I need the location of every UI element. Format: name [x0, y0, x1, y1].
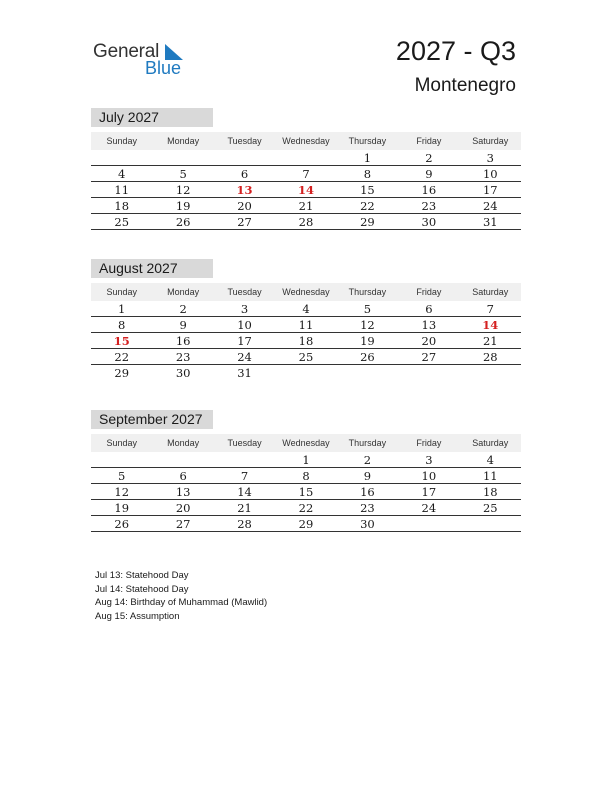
day-cell: 3 [240, 302, 249, 316]
weekday-label: Monday [167, 287, 200, 297]
day-cell: 5 [363, 302, 372, 316]
empty-day-cell [152, 452, 213, 469]
day-cell: 28 [482, 350, 498, 364]
week-row [91, 452, 521, 468]
empty-day-cell [91, 150, 152, 167]
day-cell: 29 [360, 215, 375, 229]
day-cell: 27 [237, 215, 252, 229]
holiday-note: Jul 14: Statehood Day [95, 583, 189, 595]
month-title: July 2027 [91, 108, 213, 127]
day-cell: 15 [113, 334, 130, 348]
day-cell: 22 [114, 350, 130, 364]
day-cell: 13 [236, 183, 253, 197]
week-row [91, 349, 521, 365]
day-cell: 10 [237, 318, 252, 332]
day-cell: 11 [298, 318, 314, 332]
day-cell: 20 [237, 199, 252, 213]
empty-day-cell [275, 365, 336, 382]
weekday-label: Wednesday [282, 287, 330, 297]
weekday-header [91, 283, 521, 301]
day-cell: 14 [237, 485, 252, 499]
day-cell: 23 [360, 501, 375, 515]
day-cell: 6 [240, 167, 249, 181]
weekday-label: Tuesday [227, 136, 262, 146]
weekday-label: Friday [416, 438, 442, 448]
day-cell: 30 [360, 517, 375, 531]
day-cell: 18 [114, 199, 130, 213]
day-cell: 12 [175, 183, 191, 197]
week-row [91, 214, 521, 230]
day-cell: 17 [237, 334, 252, 348]
holiday-note: Aug 14: Birthday of Muhammad (Mawlid) [95, 597, 268, 608]
generalblue-logo [93, 40, 193, 80]
day-cell: 2 [363, 453, 372, 467]
day-cell: 24 [237, 350, 252, 364]
day-cell: 20 [175, 501, 191, 515]
day-cell: 21 [298, 199, 314, 213]
day-cell: 22 [298, 501, 314, 515]
empty-day-cell [91, 452, 152, 469]
week-row [91, 166, 521, 182]
weekday-label: Wednesday [282, 438, 330, 448]
day-cell: 7 [240, 469, 249, 483]
weekday-header [91, 434, 521, 452]
day-cell: 16 [421, 183, 437, 197]
day-cell: 7 [302, 167, 310, 181]
day-cell: 31 [482, 215, 498, 229]
day-cell: 19 [175, 199, 191, 213]
day-cell: 17 [482, 183, 498, 197]
day-cell: 16 [175, 334, 191, 348]
week-row [91, 500, 521, 516]
day-cell: 15 [360, 183, 375, 197]
day-cell: 28 [237, 517, 252, 531]
holiday-notes [95, 569, 267, 623]
day-cell: 1 [118, 302, 126, 316]
day-cell: 8 [302, 469, 310, 483]
weekday-label: Thursday [348, 438, 387, 448]
day-cell: 11 [482, 469, 498, 483]
day-cell: 26 [175, 215, 191, 229]
day-cell: 20 [421, 334, 437, 348]
day-cell: 2 [179, 302, 187, 316]
week-row [91, 198, 521, 214]
day-cell: 29 [114, 366, 130, 380]
day-cell: 3 [425, 453, 433, 467]
empty-day-cell [152, 150, 213, 167]
week-row [91, 333, 521, 349]
empty-day-cell [214, 452, 275, 469]
day-cell: 7 [486, 302, 494, 316]
day-cell: 18 [298, 334, 314, 348]
day-cell: 27 [175, 517, 191, 531]
day-cell: 9 [179, 318, 187, 332]
day-cell: 21 [482, 334, 498, 348]
week-row [91, 516, 521, 532]
day-cell: 23 [421, 199, 437, 213]
weeks-container [91, 301, 521, 381]
day-cell: 22 [360, 199, 375, 213]
empty-day-cell [337, 365, 398, 382]
weekday-label: Friday [416, 136, 442, 146]
day-cell: 5 [179, 167, 187, 181]
empty-day-cell [214, 150, 275, 167]
holiday-note: Jul 13: Statehood Day [95, 570, 189, 581]
empty-day-cell [275, 150, 336, 167]
day-cell: 14 [482, 318, 499, 332]
country-name: Montenegro [414, 75, 516, 96]
weekday-label: Monday [167, 136, 200, 146]
day-cell: 10 [482, 167, 498, 181]
empty-day-cell [398, 516, 459, 533]
holiday-note: Aug 15: Assumption [95, 610, 180, 622]
weekday-label: Sunday [106, 287, 137, 297]
logo-text-general: General [93, 41, 160, 62]
day-cell: 12 [114, 485, 130, 499]
month-calendar [91, 108, 521, 230]
day-cell: 19 [360, 334, 375, 348]
day-cell: 4 [486, 453, 494, 467]
day-cell: 24 [421, 501, 437, 515]
day-cell: 3 [486, 151, 494, 165]
logo-text-blue: Blue [145, 58, 182, 78]
day-cell: 8 [118, 318, 126, 332]
day-cell: 25 [114, 215, 130, 229]
weekday-label: Saturday [472, 136, 509, 146]
weekday-label: Thursday [348, 287, 387, 297]
weeks-container [91, 150, 521, 230]
day-cell: 28 [298, 215, 314, 229]
day-cell: 2 [425, 151, 433, 165]
week-row [91, 468, 521, 484]
day-cell: 6 [425, 302, 433, 316]
day-cell: 19 [114, 501, 130, 515]
weekday-label: Thursday [348, 136, 387, 146]
day-cell: 26 [360, 350, 375, 364]
day-cell: 12 [360, 318, 375, 332]
weekday-label: Sunday [106, 438, 137, 448]
day-cell: 9 [425, 167, 433, 181]
day-cell: 31 [237, 366, 252, 380]
day-cell: 26 [114, 517, 130, 531]
weekday-label: Monday [167, 438, 200, 448]
day-cell: 16 [360, 485, 375, 499]
weeks-container [91, 452, 521, 532]
weekday-label: Saturday [472, 287, 509, 297]
weekday-label: Wednesday [282, 136, 330, 146]
weekday-label: Saturday [472, 438, 509, 448]
weekday-label: Sunday [106, 136, 137, 146]
day-cell: 15 [298, 485, 314, 499]
day-cell: 1 [363, 151, 372, 165]
week-row [91, 317, 521, 333]
day-cell: 25 [298, 350, 314, 364]
empty-day-cell [460, 516, 521, 533]
weekday-label: Tuesday [227, 287, 262, 297]
day-cell: 14 [297, 183, 314, 197]
day-cell: 6 [179, 469, 187, 483]
month-title: September 2027 [91, 410, 213, 429]
month-calendar [91, 259, 521, 381]
weekday-label: Friday [416, 287, 442, 297]
page-title: 2027 - Q3 [395, 36, 516, 66]
day-cell: 10 [421, 469, 437, 483]
day-cell: 27 [421, 350, 437, 364]
week-row [91, 182, 521, 198]
day-cell: 17 [421, 485, 437, 499]
day-cell: 4 [118, 167, 126, 181]
day-cell: 13 [175, 485, 191, 499]
day-cell: 30 [421, 215, 437, 229]
day-cell: 5 [118, 469, 126, 483]
day-cell: 11 [114, 183, 130, 197]
day-cell: 23 [175, 350, 191, 364]
weekday-label: Tuesday [227, 438, 262, 448]
day-cell: 25 [482, 501, 498, 515]
day-cell: 24 [482, 199, 498, 213]
week-row [91, 484, 521, 500]
month-title: August 2027 [91, 259, 213, 278]
month-calendar [91, 410, 521, 532]
day-cell: 30 [175, 366, 191, 380]
week-row [91, 365, 521, 381]
day-cell: 8 [363, 167, 372, 181]
day-cell: 4 [302, 302, 310, 316]
empty-day-cell [460, 365, 521, 382]
week-row [91, 301, 521, 317]
day-cell: 18 [482, 485, 498, 499]
day-cell: 29 [298, 517, 314, 531]
weekday-header [91, 132, 521, 150]
day-cell: 21 [237, 501, 252, 515]
day-cell: 9 [363, 469, 372, 483]
day-cell: 13 [421, 318, 437, 332]
week-row [91, 150, 521, 166]
empty-day-cell [398, 365, 459, 382]
day-cell: 1 [302, 453, 310, 467]
